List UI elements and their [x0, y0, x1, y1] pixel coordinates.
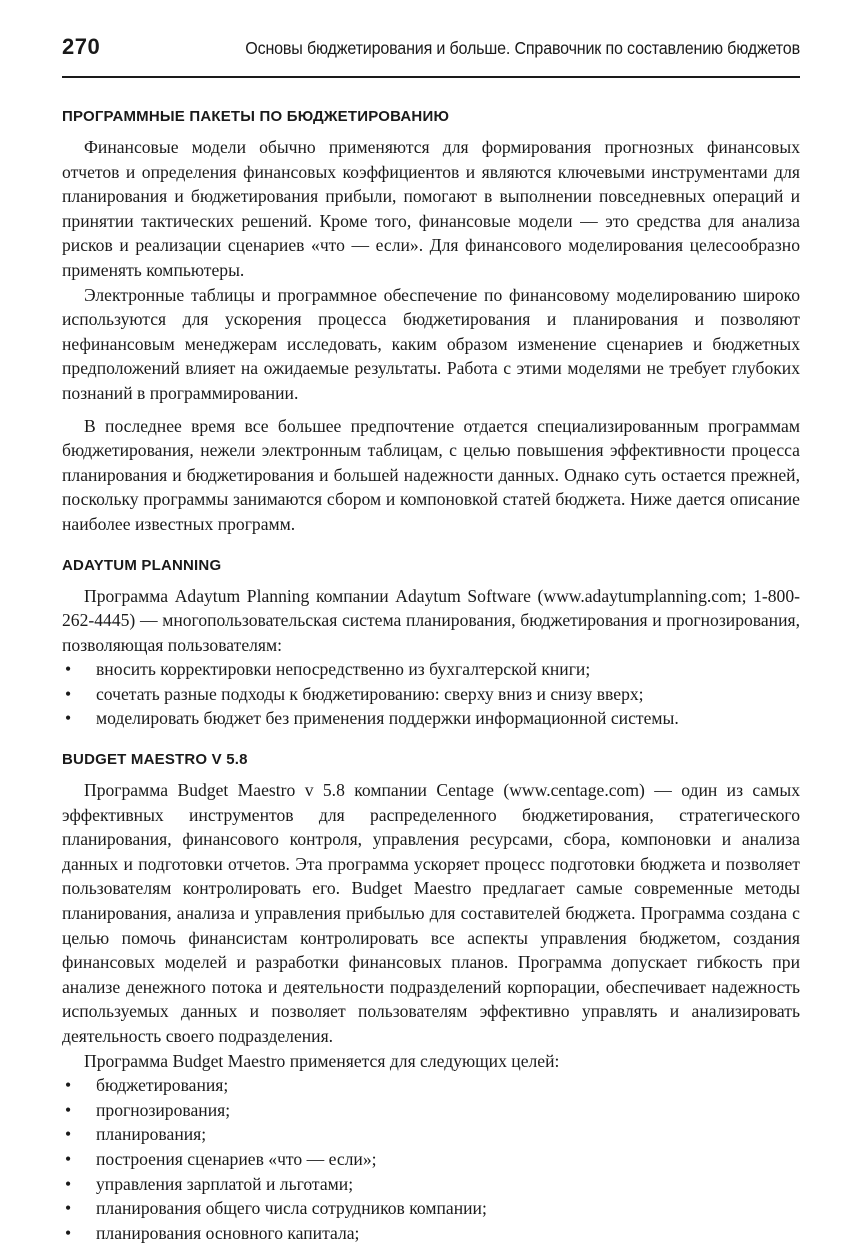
paragraph: Программа Budget Maestro v 5.8 компании Centage (www.centage.com) — один из самых эффективных инструментов для распределенного бюджетирования, стратегического планирования, финансового контроля, управления ресурсами, сбора, компоновки и анализа данных и подготовки отчетов. Эта программа ускоряет процесс подготовки бюджета и позволяет пользователям контролировать его. Budget Maestro предлагает самые современные методы планирования, анализа и управления прибылью для составителей бюджета. Программа создана с целью помочь финансистам контролировать все аспекты управления бюджетом, создания финансовых моделей и разработки финансовых планов. Программа допускает гибкость при анализе денежного потока и деятельности подразделений корпорации, обеспечивает надежность используемых данных и позволяет пользователям эффективно управлять и анализировать деятельность своего подразделения.: [62, 780, 800, 1046]
list-item: • планирования основного капитала;: [62, 1221, 800, 1246]
bullet-icon: •: [65, 1075, 72, 1096]
bullet-icon: •: [65, 1222, 72, 1243]
bullet-icon: •: [65, 1148, 72, 1169]
section-heading-budgeting-packages: ПРОГРАММНЫЕ ПАКЕТЫ ПО БЮДЖЕТИРОВАНИЮ: [62, 108, 450, 125]
list-item: • прогнозирования;: [62, 1098, 800, 1123]
paragraph: Программа Adaytum Planning компании Adaytum Software (www.adaytumplanning.com; 1-800-262-4445) — многопользовательская система планирования, бюджетирования и прогнозирования, позволяющая пользователям:: [62, 585, 800, 655]
bullet-icon: •: [65, 683, 72, 704]
list-item: • построения сценариев «что — если»;: [62, 1147, 800, 1172]
list-item: • бюджетирования;: [62, 1073, 800, 1098]
bullet-icon: •: [65, 1124, 72, 1145]
book-page: [62, 34, 800, 1245]
running-header: [62, 34, 800, 74]
list-item: • планирования;: [62, 1122, 800, 1147]
list-item: • вносить корректировки непосредственно из бухгалтерской книги;: [62, 657, 800, 682]
bullet-icon: •: [65, 708, 72, 729]
header-rule: [62, 76, 800, 78]
section-heading-adaytum-planning: ADAYTUM PLANNING: [62, 556, 222, 574]
running-title: Основы бюджетирования и больше. Справочник по составлению бюджетов: [245, 38, 800, 58]
bullet-list: [62, 1073, 800, 1245]
page-number: 270: [62, 34, 101, 59]
paragraph: Финансовые модели обычно применяются для формирования прогнозных финансовых отчетов и определения финансовых коэффициентов и являются ключевыми инструментами для планирования и бюджетирования прибыли, помогают в выполнении повседневных операций и принятии тактических решений. Кроме того, финансовые модели — это средства для анализа рисков и реализации сценариев «что — если». Для финансового моделирования целесообразно применять компьютеры.: [62, 137, 800, 280]
list-item: • сочетать разные подходы к бюджетированию: сверху вниз и снизу вверх;: [62, 682, 800, 707]
paragraph: В последнее время все большее предпочтение отдается специализированным программам бюджетирования, нежели электронным таблицам, с целью повышения эффективности процесса планирования и бюджетирования и большей надежности данных. Однако суть остается прежней, поскольку программы занимаются сбором и компоновкой статей бюджета. Ниже дается описание наиболее известных программ.: [62, 415, 800, 534]
bullet-icon: •: [65, 1198, 72, 1219]
list-item: • планирования общего числа сотрудников компании;: [62, 1196, 800, 1221]
bullet-list: [62, 657, 800, 731]
bullet-icon: •: [65, 1099, 72, 1120]
bullet-icon: •: [65, 659, 72, 680]
list-intro: Программа Budget Maestro применяется для следующих целей:: [84, 1050, 560, 1071]
bullet-icon: •: [65, 1173, 72, 1194]
list-item: • управления зарплатой и льготами;: [62, 1172, 800, 1197]
paragraph: Электронные таблицы и программное обеспечение по финансовому моделированию широко используются для ускорения процесса бюджетирования и планирования и позволяют нефинансовым менеджерам исследовать, каким образом изменение сценариев и бюджетных предположений влияет на ожидаемые результаты. Работа с этими моделями не требует глубоких познаний в программировании.: [62, 284, 800, 403]
section-heading-budget-maestro: BUDGET MAESTRO V 5.8: [62, 751, 248, 769]
list-item: • моделировать бюджет без применения поддержки информационной системы.: [62, 706, 800, 731]
